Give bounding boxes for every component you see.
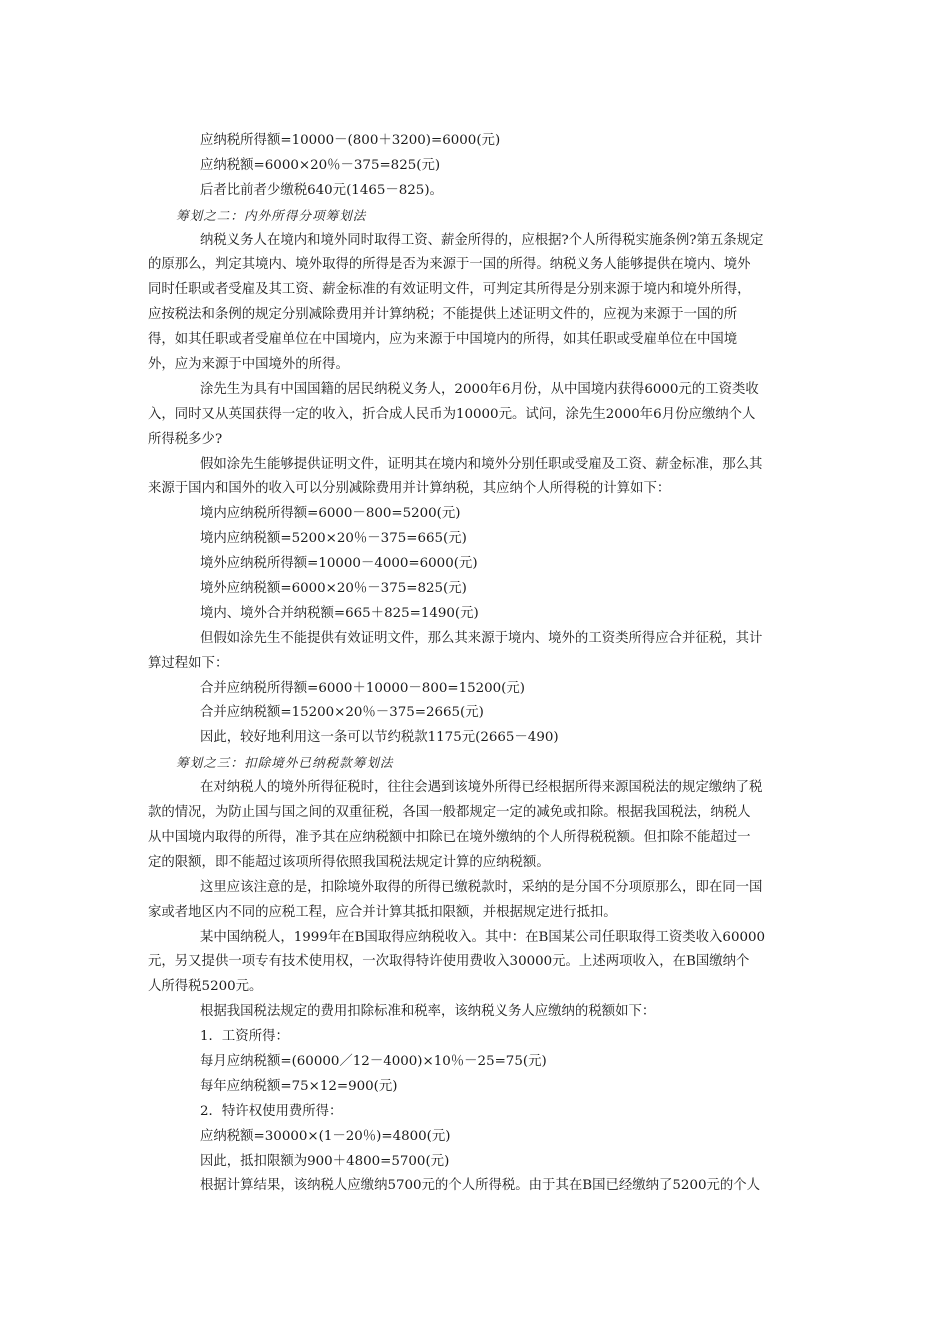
document-body: [148, 129, 800, 1199]
paragraph-line-indented: 每月应纳税额=(60000／12－4000)×10％－25=75(元): [200, 1053, 547, 1069]
paragraph-line-indented: 境内、境外合并纳税额=665＋825=1490(元): [200, 605, 479, 621]
paragraph-line-indented: 2．特许权使用费所得：: [200, 1103, 343, 1119]
paragraph-line-indented: 某中国纳税人，1999年在B国取得应纳税收入。其中：在B国某公司任职取得工资类收入60000: [200, 929, 766, 945]
paragraph-line-indented: 应纳税额=30000×(1－20％)=4800(元): [200, 1128, 451, 1144]
paragraph-line-indented: 合并应纳税额=15200×20％－375=2665(元): [200, 705, 484, 721]
paragraph-line-indented: 根据我国税法规定的费用扣除标准和税率，该纳税义务人应缴纳的税额如下：: [200, 1004, 656, 1020]
paragraph-line-indented: 涂先生为具有中国国籍的居民纳税义务人，2000年6月份，从中国境内获得6000元的工资类收: [200, 381, 759, 397]
paragraph-line: 入，同时又从英国获得一定的收入，折合成人民币为10000元。试问，涂先生2000年6月份应缴纳个人: [148, 406, 756, 422]
section-heading: 筹划之二：内外所得分项筹划法: [176, 207, 367, 223]
paragraph-line-indented: 因此，较好地利用这一条可以节约税款1175元(2665－490): [200, 730, 559, 746]
paragraph-line-indented: 应纳税额=6000×20％－375=825(元): [200, 157, 441, 173]
paragraph-line: 元，另又提供一项专有技术使用权，一次取得特许使用费收入30000元。上述两项收入，在B国缴纳个: [148, 954, 750, 970]
paragraph-line-indented: 合并应纳税所得额=6000＋10000－800=15200(元): [200, 680, 526, 696]
paragraph-line-last: 定的限额，即不能超过该项所得依照我国税法规定计算的应纳税额。: [148, 854, 550, 870]
paragraph-line-last: 人所得税5200元。: [148, 979, 263, 995]
paragraph-line-indented: 境外应纳税额=6000×20％－375=825(元): [200, 581, 467, 597]
paragraph-line: 得，如其任职或者受雇单位在中国境内，应为来源于中国境内的所得，如其任职或受雇单位在中国境: [148, 332, 738, 348]
paragraph-line-indented: 假如涂先生能够提供证明文件，证明其在境内和境外分别任职或受雇及工资、薪金标准，那么其: [200, 456, 763, 472]
paragraph-line-last: 所得税多少?: [148, 431, 223, 447]
paragraph-line-indented: 1．工资所得：: [200, 1029, 289, 1045]
paragraph-line-indented: 但假如涂先生不能提供有效证明文件，那么其来源于境内、境外的工资类所得应合并征税，其计: [200, 630, 763, 646]
paragraph-line-indented: 每年应纳税额=75×12=900(元): [200, 1078, 398, 1094]
paragraph-line-last: 算过程如下：: [148, 655, 229, 671]
paragraph-line-indented: 境内应纳税所得额=6000－800=5200(元): [200, 506, 461, 522]
paragraph-line: 应按税法和条例的规定分别减除费用并计算纳税；不能提供上述证明文件的，应视为来源于一国的所: [148, 307, 738, 323]
section-heading: 筹划之三：扣除境外已纳税款筹划法: [176, 755, 394, 771]
paragraph-line-indented: 纳税义务人在境内和境外同时取得工资、薪金所得的，应根据?个人所得税实施条例?第五条规定: [200, 232, 764, 248]
paragraph-line-indented: 应纳税所得额=10000－(800＋3200)=6000(元): [200, 133, 501, 148]
paragraph-line: 同时任职或者受雇及其工资、薪金标准的有效证明文件，可判定其所得是分别来源于境内和境外所得，: [148, 282, 751, 298]
paragraph-line: 款的情况，为防止国与国之间的双重征税，各国一般都规定一定的减免或扣除。根据我国税法，纳税人: [148, 805, 751, 821]
paragraph-line-indented: 后者比前者少缴税640元(1465－825)。: [200, 182, 443, 198]
paragraph-line-indented: 因此，抵扣限额为900＋4800=5700(元): [200, 1153, 450, 1169]
paragraph-line-indented: 在对纳税人的境外所得征税时，往往会遇到该境外所得已经根据所得来源国税法的规定缴纳了税: [200, 780, 763, 796]
paragraph-line: 的原那么，判定其境内、境外取得的所得是否为来源于一国的所得。纳税义务人能够提供在境内、境外: [148, 257, 751, 273]
paragraph-line-last: 外，应为来源于中国境外的所得。: [148, 357, 349, 373]
paragraph-line-last: 家或者地区内不同的应税工程，应合并计算其抵扣限额，并根据规定进行抵扣。: [148, 904, 617, 920]
paragraph-line: 从中国境内取得的所得，准予其在应纳税额中扣除已在境外缴纳的个人所得税税额。但扣除不能超过一: [148, 829, 751, 845]
paragraph-line-indented: 根据计算结果，该纳税人应缴纳5700元的个人所得税。由于其在B国已经缴纳了5200元的个人: [200, 1178, 761, 1194]
paragraph-line-indented: 境外应纳税所得额=10000－4000=6000(元): [200, 556, 478, 572]
paragraph-line-indented: 境内应纳税额=5200×20％－375=665(元): [200, 531, 467, 547]
paragraph-line-indented: 这里应该注意的是，扣除境外取得的所得已缴税款时，采纳的是分国不分项原那么，即在同一国: [200, 879, 763, 895]
paragraph-line-last: 来源于国内和国外的收入可以分别减除费用并计算纳税，其应纳个人所得税的计算如下：: [148, 481, 671, 497]
